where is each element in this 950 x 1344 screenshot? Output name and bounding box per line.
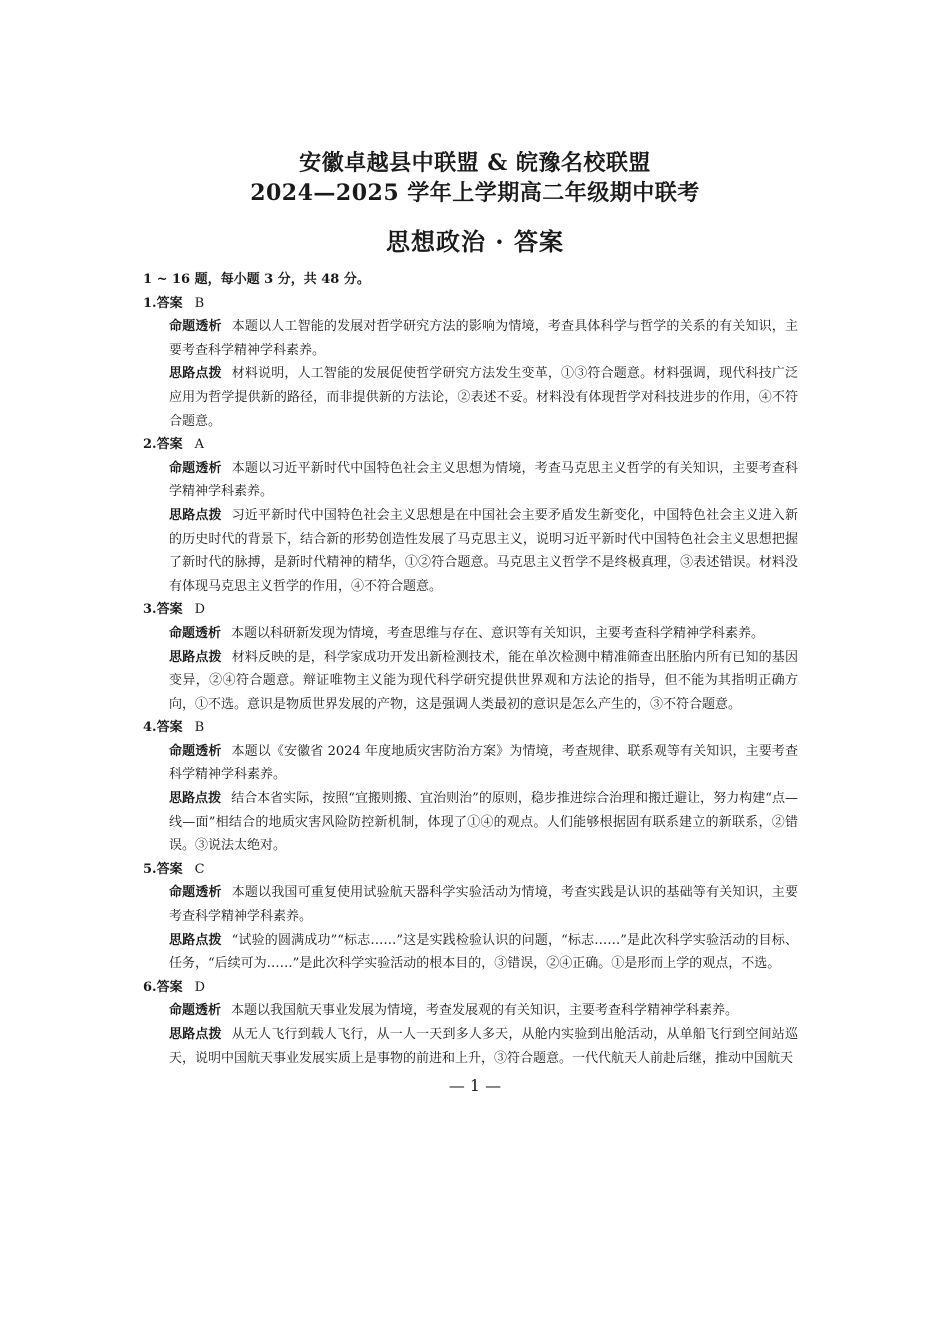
- question-answer-line: [143, 292, 798, 316]
- analysis-text: 本题以习近平新时代中国特色社会主义思想为情境，考查马克思主义哲学的有关知识，主要考查科学精神学科素养。: [169, 460, 798, 500]
- question-item: [143, 976, 798, 1070]
- question-number: 3.: [143, 602, 157, 618]
- hint-block: [143, 929, 798, 976]
- hint-block: [143, 787, 798, 858]
- question-item: [143, 858, 798, 976]
- analysis-label: 命题透析: [169, 885, 222, 901]
- analysis-text: 本题以科研新发现为情境，考查思维与存在、意识等有关知识，主要考查科学精神学科素养。: [231, 625, 765, 641]
- answer-choice: C: [194, 861, 205, 877]
- analysis-block: [143, 999, 798, 1023]
- question-answer-line: [143, 976, 798, 1000]
- analysis-label: 命题透析: [169, 319, 222, 335]
- analysis-label: 命题透析: [169, 625, 222, 641]
- question-number: 5.: [143, 861, 157, 877]
- subject-title: 思想政治 · 答案: [385, 227, 565, 256]
- question-number: 6.: [143, 979, 157, 995]
- question-number: 1.: [143, 295, 157, 311]
- hint-block: [143, 504, 798, 598]
- answer-choice: D: [194, 979, 206, 995]
- answer-label: 答案: [156, 720, 183, 736]
- analysis-block: [143, 622, 798, 646]
- hint-block: [143, 362, 798, 433]
- question-item: [143, 598, 798, 716]
- question-answer-line: [143, 598, 798, 622]
- analysis-block: [143, 315, 798, 362]
- hint-label: 思路点拨: [169, 649, 222, 665]
- analysis-text: 本题以《安徽省 2024 年度地质灾害防治方案》为情境，考查规律、联系观等有关知识，主要考查科学精神学科素养。: [169, 743, 798, 783]
- answer-label: 答案: [156, 602, 183, 618]
- answer-label: 答案: [156, 861, 183, 877]
- question-answer-line: [143, 716, 798, 740]
- hint-text: 从无人飞行到载人飞行，从一人一天到多人多天，从舱内实验到出舱活动，从单船飞行到空间站巡天，说明中国航天事业发展实质上是事物的前进和上升，③符合题意。一代代航天人前赴后继，推动中国航天: [169, 1027, 798, 1066]
- answer-label: 答案: [156, 437, 183, 453]
- analysis-block: [143, 881, 798, 928]
- analysis-block: [143, 457, 798, 504]
- alliance-title: 安徽卓越县中联盟 & 皖豫名校联盟: [299, 150, 651, 176]
- section-intro: 1 ~ 16 题，每小题 3 分，共 48 分。: [143, 272, 370, 287]
- analysis-text: 本题以我国航天事业发展为情境，考查发展观的有关知识，主要考查科学精神学科素养。: [231, 1003, 739, 1019]
- analysis-label: 命题透析: [169, 460, 222, 476]
- analysis-text: 本题以我国可重复使用试验航天器科学实验活动为情境，考查实践是认识的基础等有关知识，主要考查科学精神学科素养。: [169, 885, 798, 925]
- analysis-label: 命题透析: [169, 743, 222, 759]
- hint-label: 思路点拨: [169, 366, 222, 382]
- question-item: [143, 292, 798, 434]
- hint-label: 思路点拨: [169, 1027, 222, 1042]
- hint-block: [143, 646, 798, 717]
- analysis-text: 本题以人工智能的发展对哲学研究方法的影响为情境，考查具体科学与哲学的关系的有关知识，主要考查科学精神学科素养。: [169, 319, 798, 358]
- exam-title: 2024—2025 学年上学期高二年级期中联考: [250, 180, 700, 206]
- hint-label: 思路点拨: [169, 791, 222, 807]
- question-item: [143, 716, 798, 858]
- hint-text: 习近平新时代中国特色社会主义思想是在中国社会主要矛盾发生新变化，中国特色社会主义进入新的历史时代的背景下，结合新的形势创造性发展了马克思主义，说明习近平新时代中国特色社会主义思想把握了新时代的脉搏，是新时代精神的精华，①②符合题意。马克思主义哲学不是终极真理，③表述错误。材料没有体现马克思主义哲学的作用，④不符合题意。: [169, 507, 798, 594]
- hint-label: 思路点拨: [169, 507, 222, 523]
- question-number: 4.: [143, 720, 157, 736]
- answer-label: 答案: [156, 979, 183, 995]
- answer-choice: D: [194, 602, 206, 618]
- hint-text: 材料反映的是，科学家成功开发出新检测技术，能在单次检测中精准筛查出胚胎内所有已知的基因变异，②④符合题意。辩证唯物主义能为现代科学研究提供世界观和方法论的指导，但不能为其指明正确方向，①不选。意识是物质世界发展的产物，这是强调人类最初的意识是怎么产生的，③不符合题意。: [169, 649, 798, 712]
- answer-label: 答案: [156, 295, 183, 311]
- document-header: [0, 148, 950, 208]
- question-answer-line: [143, 433, 798, 457]
- hint-text: “试验的圆满成功”“标志……”这是实践检验认识的问题，“标志……”是此次科学实验活动的目标、任务，“后续可为……”是此次科学实验活动的根本目的，③错误，②④正确。①是形而上学的观点，不选。: [169, 932, 798, 972]
- question-answer-line: [143, 858, 798, 882]
- hint-text: 材料说明，人工智能的发展促使哲学研究方法发生变革，①③符合题意。材料强调，现代科技广泛应用为哲学提供新的路径，而非提供新的方法论，②表述不妥。材料没有体现哲学对科技进步的作用，④不符合题意。: [169, 366, 798, 429]
- answer-choice: A: [194, 437, 204, 453]
- analysis-block: [143, 740, 798, 787]
- answer-content: [143, 268, 798, 1070]
- hint-text: 结合本省实际，按照“宜搬则搬、宜治则治”的原则，稳步推进综合治理和搬迁避让，努力构建“点—线—面”相结合的地质灾害风险防控新机制，体现了①④的观点。人们能够根据固有联系建立的新联系，②错误。③说法太绝对。: [169, 791, 798, 854]
- hint-label: 思路点拨: [169, 932, 222, 948]
- page-number: — 1 —: [448, 1076, 502, 1095]
- answer-choice: B: [194, 295, 205, 311]
- question-number: 2.: [143, 437, 157, 453]
- hint-block: [143, 1023, 798, 1070]
- answer-choice: B: [194, 720, 205, 736]
- analysis-label: 命题透析: [169, 1003, 222, 1019]
- question-item: [143, 433, 798, 598]
